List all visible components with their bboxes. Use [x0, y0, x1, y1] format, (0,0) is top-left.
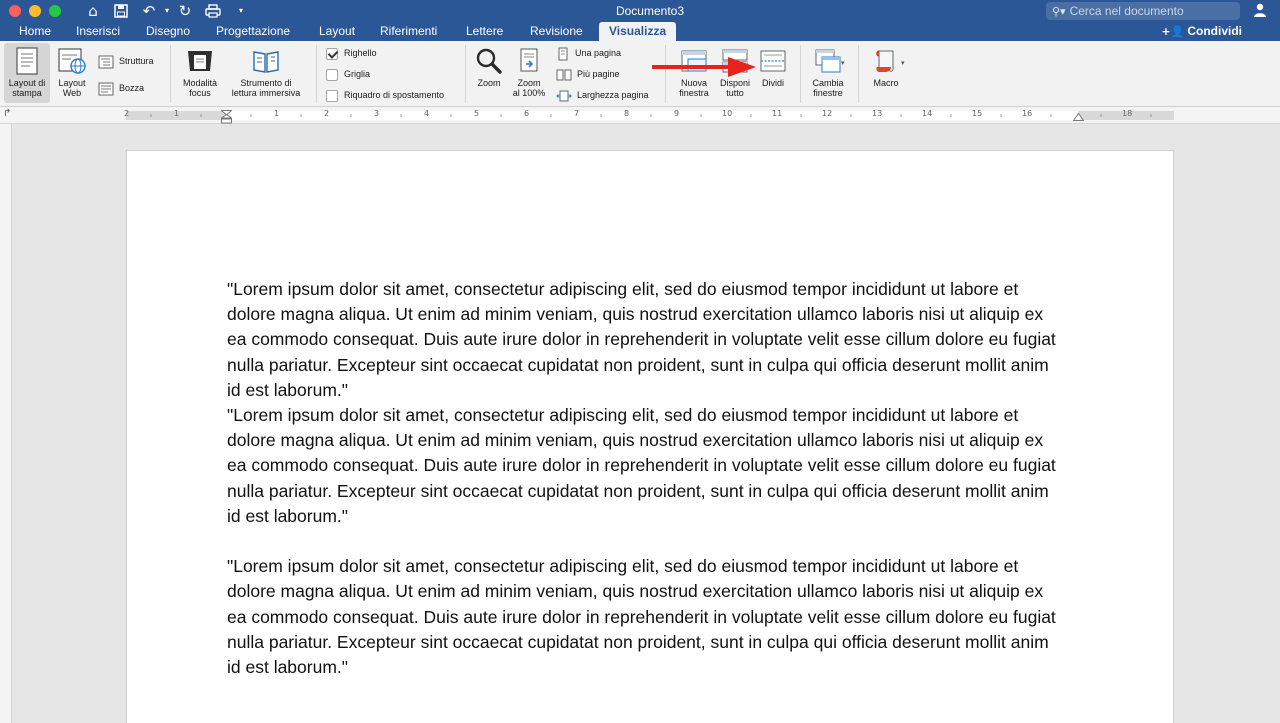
- focus-icon: [185, 47, 215, 75]
- zoom-button[interactable]: [472, 47, 506, 88]
- ruler-number: 16: [1022, 109, 1033, 118]
- macros-label: Macro: [873, 78, 899, 88]
- right-indent-marker-icon[interactable]: [1073, 113, 1084, 121]
- print-layout-button[interactable]: [4, 43, 50, 103]
- new-window-button[interactable]: [674, 47, 714, 98]
- ruler-number: 11: [772, 109, 783, 118]
- vertical-ruler: [0, 124, 12, 723]
- macros-dropdown-icon[interactable]: ▾: [901, 59, 905, 67]
- undo-dropdown-icon[interactable]: ▾: [164, 6, 169, 15]
- minimize-window-button[interactable]: [29, 5, 41, 17]
- tab-home[interactable]: Home: [19, 24, 52, 38]
- zoom-100-icon: [515, 47, 543, 75]
- zoom-label: Zoom: [477, 78, 501, 88]
- switch-windows-icon: [813, 47, 843, 75]
- ribbon-separator: [665, 45, 666, 103]
- tab-references[interactable]: Riferimenti: [380, 24, 438, 38]
- focus-mode-button[interactable]: [176, 47, 224, 98]
- web-layout-label-2: Web: [62, 88, 82, 98]
- ruler-number: 7: [574, 109, 580, 118]
- horizontal-ruler[interactable]: [0, 107, 1280, 124]
- outline-button[interactable]: [98, 53, 154, 69]
- ruler-number: 15: [972, 109, 983, 118]
- zoom-100-button[interactable]: [508, 47, 550, 98]
- tab-mailings[interactable]: Lettere: [466, 24, 504, 38]
- ruler-number: 2: [324, 109, 330, 118]
- ribbon-separator: [800, 45, 801, 103]
- web-layout-button[interactable]: [52, 47, 92, 98]
- switch-windows-label-1: Cambia: [812, 78, 844, 88]
- ribbon-separator: [170, 45, 171, 103]
- ribbon-separator: [465, 45, 466, 103]
- search-input[interactable]: [1046, 2, 1240, 20]
- focus-label-2: focus: [189, 88, 211, 98]
- ruler-ticks: [126, 111, 1174, 120]
- tab-insert[interactable]: Inserisci: [76, 24, 121, 38]
- draft-button[interactable]: [98, 80, 144, 96]
- ruler-number: 13: [872, 109, 883, 118]
- document-title: Documento3: [615, 4, 685, 18]
- ribbon-tabs: [0, 22, 1280, 41]
- search-placeholder: Cerca nel documento: [1069, 4, 1184, 18]
- tab-review[interactable]: Revisione: [530, 24, 583, 38]
- undo-icon[interactable]: ↶: [142, 2, 156, 20]
- grid-checkbox[interactable]: [326, 66, 370, 82]
- share-label: Condividi: [1187, 24, 1242, 38]
- tab-view[interactable]: Visualizza: [599, 22, 676, 41]
- ruler-number: 3: [374, 109, 380, 118]
- ruler-number: 1: [274, 109, 280, 118]
- macro-scroll-icon: [871, 47, 901, 75]
- macros-button[interactable]: [866, 47, 906, 88]
- nav-pane-checkbox[interactable]: [326, 87, 444, 103]
- ribbon-separator: [316, 45, 317, 103]
- tab-draw[interactable]: Disegno: [146, 24, 191, 38]
- annotation-arrow-head: [728, 57, 756, 77]
- ruler-number: 10: [722, 109, 733, 118]
- immersive-reader-label-1: Strumento di: [240, 78, 292, 88]
- add-person-icon: +👤: [1161, 25, 1185, 38]
- grid-checkbox-box[interactable]: [326, 69, 338, 81]
- page-width-icon: [556, 89, 572, 103]
- print-layout-label-2: stampa: [12, 88, 42, 98]
- arrange-all-label-2: tutto: [726, 88, 744, 98]
- annotation-arrow-shaft: [652, 65, 732, 69]
- ruler-number: 8: [624, 109, 630, 118]
- immersive-reader-label-2: lettura immersiva: [231, 88, 301, 98]
- ruler-number: 9: [674, 109, 680, 118]
- immersive-reader-button[interactable]: [224, 47, 308, 98]
- ribbon-separator: [858, 45, 859, 103]
- split-label: Dividi: [761, 78, 784, 88]
- ruler-checkbox-label: Righello: [344, 48, 377, 58]
- customize-toolbar-icon[interactable]: ▾: [238, 6, 243, 15]
- outline-label: Struttura: [119, 56, 154, 66]
- nav-pane-checkbox-box[interactable]: [326, 90, 338, 102]
- multiple-pages-label: Più pagine: [577, 69, 620, 79]
- one-page-icon: [556, 47, 570, 61]
- ruler-number: 6: [524, 109, 530, 118]
- one-page-label: Una pagina: [575, 48, 622, 58]
- ruler-number: 4: [424, 109, 430, 118]
- ruler-number: 12: [822, 109, 833, 118]
- paragraph[interactable]: "Lorem ipsum dolor sit amet, consectetur adipiscing elit, sed do eiusmod tempor incididunt ut labore et dolore magna aliqua. Ut enim ad minim veniam, quis nostrud exercitation ullamco laboris nisi ut aliquip ex ea commodo consequat. Duis aute irure dolor in reprehenderit in voluptate velit esse cillum dolore eu fugiat nulla pariatur. Excepteur sint occaecat cupidatat non proident, sunt in culpa qui officia deserunt mollit anim id est laborum.": [227, 405, 1056, 526]
- switch-windows-dropdown-icon[interactable]: ▾: [841, 59, 845, 67]
- ribbon: [0, 41, 1280, 107]
- focus-label-1: Modalità: [182, 78, 218, 88]
- draft-icon: [98, 82, 114, 96]
- document-body[interactable]: [227, 277, 1067, 680]
- nav-pane-checkbox-label: Riquadro di spostamento: [344, 90, 445, 100]
- split-button[interactable]: [756, 47, 790, 88]
- new-window-label-2: finestra: [679, 88, 709, 98]
- split-icon: [758, 47, 788, 75]
- web-layout-label-1: Layout: [58, 78, 86, 88]
- title-bar: [0, 0, 1280, 22]
- ruler-number: 1: [174, 109, 180, 118]
- search-icon: ⚲▾: [1052, 5, 1066, 18]
- web-layout-icon: [57, 47, 87, 75]
- home-icon[interactable]: ⌂: [88, 2, 98, 20]
- ruler-number: 5: [474, 109, 480, 118]
- ruler-number: 18: [1122, 109, 1133, 118]
- ruler-number: 2: [124, 109, 130, 118]
- paragraph[interactable]: "Lorem ipsum dolor sit amet, consectetur adipiscing elit, sed do eiusmod tempor incididunt ut labore et dolore magna aliqua. Ut enim ad minim veniam, quis nostrud exercitation ullamco laboris nisi ut aliquip ex ea commodo consequat. Duis aute irure dolor in reprehenderit in voluptate velit esse cillum dolore eu fugiat nulla pariatur. Excepteur sint occaecat cupidatat non proident, sunt in culpa qui officia deserunt mollit anim id est laborum.": [227, 556, 1056, 678]
- account-icon[interactable]: [1252, 2, 1270, 20]
- ruler-checkbox[interactable]: [326, 45, 377, 61]
- switch-windows-button[interactable]: [806, 47, 850, 98]
- zoom-100-label-1: Zoom: [517, 78, 541, 88]
- new-window-label-1: Nuova: [680, 78, 707, 88]
- ruler-number: 14: [922, 109, 933, 118]
- outline-icon: [98, 55, 114, 69]
- grid-checkbox-label: Griglia: [344, 69, 371, 79]
- maximize-window-button[interactable]: [49, 5, 61, 17]
- draft-label: Bozza: [119, 83, 145, 93]
- page-width-label: Larghezza pagina: [577, 90, 649, 100]
- print-icon[interactable]: [202, 1, 224, 21]
- print-layout-label-1: Layout di: [8, 78, 46, 88]
- page-width-button[interactable]: [556, 87, 649, 103]
- immersive-reader-icon: [251, 47, 281, 75]
- multiple-pages-button[interactable]: [556, 66, 620, 82]
- indent-marker-icon[interactable]: [221, 110, 232, 124]
- redo-icon[interactable]: ↻: [178, 2, 192, 20]
- share-button[interactable]: [1161, 22, 1242, 41]
- print-layout-icon: [15, 47, 39, 75]
- magnifier-icon: [475, 47, 503, 75]
- save-icon[interactable]: [110, 1, 132, 21]
- paragraph[interactable]: "Lorem ipsum dolor sit amet, consectetur adipiscing elit, sed do eiusmod tempor incididunt ut labore et dolore magna aliqua. Ut enim ad minim veniam, quis nostrud exercitation ullamco laboris nisi ut aliquip ex ea commodo consequat. Duis aute irure dolor in reprehenderit in voluptate velit esse cillum dolore eu fugiat nulla pariatur. Excepteur sint occaecat cupidatat non proident, sunt in culpa qui officia deserunt mollit anim id est laborum.": [227, 279, 1056, 400]
- close-window-button[interactable]: [9, 5, 21, 17]
- document-page[interactable]: [126, 150, 1174, 723]
- zoom-100-label-2: al 100%: [512, 88, 546, 98]
- ruler-checkbox-box[interactable]: [326, 48, 338, 60]
- one-page-button[interactable]: [556, 45, 621, 61]
- new-window-icon: [679, 47, 709, 75]
- switch-windows-label-2: finestre: [813, 88, 843, 98]
- tab-layout[interactable]: Layout: [319, 24, 356, 38]
- arrange-all-label-1: Disponi: [719, 78, 750, 88]
- tab-stop-selector-icon[interactable]: ↱: [3, 108, 12, 119]
- multiple-pages-icon: [556, 68, 572, 82]
- tab-design[interactable]: Progettazione: [216, 24, 291, 38]
